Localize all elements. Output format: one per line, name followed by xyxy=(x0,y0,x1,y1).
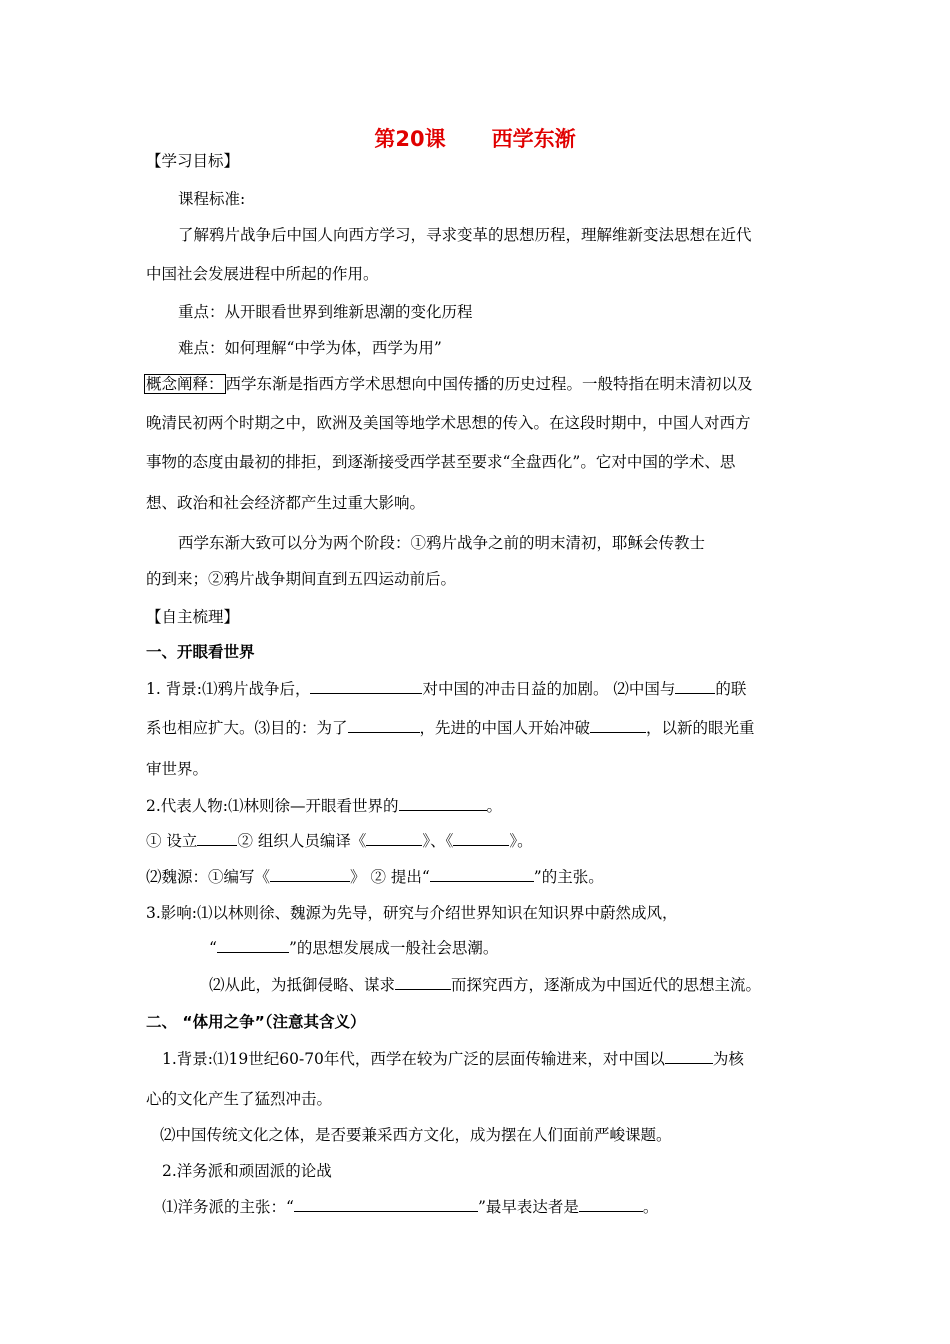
text-fragment: 而探究西方，逐渐成为中国近代的思想主流。 xyxy=(451,976,762,994)
concept-line-1 xyxy=(144,374,753,394)
fill-blank[interactable] xyxy=(395,975,451,990)
concept-line-4: 想、政治和社会经济都产生过重大影响。 xyxy=(146,494,426,512)
text-fragment: 。 xyxy=(486,797,503,815)
stages-line-2: 的到来；②鸦片战争期间直到五四运动前后。 xyxy=(146,570,457,588)
text-fragment: ① 设立 xyxy=(146,832,198,850)
concept-text-1: 西学东渐是指西方学术思想向中国传播的历史过程。一般特指在明末清初以及 xyxy=(225,375,753,393)
s2-westernization-claim xyxy=(162,1197,658,1217)
stages-line-1: 西学东渐大致可以分为两个阶段：①鸦片战争之前的明末清初，耶稣会传教士 xyxy=(178,534,706,552)
s1-background-line-2 xyxy=(146,718,755,738)
fill-blank[interactable] xyxy=(294,1197,478,1212)
standard-line-2: 中国社会发展进程中所起的作用。 xyxy=(146,265,379,283)
text-fragment: ，先进的中国人开始冲破 xyxy=(419,719,591,737)
text-fragment: 》。 xyxy=(509,832,533,850)
fill-blank[interactable] xyxy=(675,679,715,694)
text-fragment: ”的思想发展成一般社会思潮。 xyxy=(288,939,499,957)
fill-blank[interactable] xyxy=(453,831,509,846)
text-fragment: “ xyxy=(209,939,217,957)
text-fragment: 2.代表人物:⑴林则徐—开眼看世界的 xyxy=(146,797,399,815)
lesson-number: 第20课 xyxy=(374,127,446,151)
text-fragment: ”的主张。 xyxy=(533,868,604,886)
text-fragment: 》、《 xyxy=(422,832,454,850)
concept-line-2: 晚清民初两个时期之中，欧洲及美国等地学术思想的传入。在这段时期中，中国人对西方 xyxy=(146,414,751,432)
s1-influence-1: 3.影响:⑴以林则徐、魏源为先导，研究与介绍世界知识在知识界中蔚然成风， xyxy=(146,904,678,922)
fill-blank[interactable] xyxy=(430,867,534,882)
concept-label: 概念阐释： xyxy=(146,375,224,393)
s2-debate: 2.洋务派和顽固派的论战 xyxy=(162,1162,332,1180)
s1-influence-2 xyxy=(209,938,498,958)
text-fragment: 为核 xyxy=(712,1050,744,1068)
fill-blank[interactable] xyxy=(590,718,646,733)
lesson-name: 西学东渐 xyxy=(491,127,576,151)
text-fragment: 系也相应扩大。⑶目的：为了 xyxy=(146,719,348,737)
text-fragment: ”最早表达者是 xyxy=(477,1198,579,1216)
text-fragment: 对中国的冲击日益的加剧。 ⑵中国与 xyxy=(422,680,676,698)
fill-blank[interactable] xyxy=(348,718,420,733)
s1-influence-3 xyxy=(209,975,761,995)
standard-line-1: 了解鸦片战争后中国人向西方学习，寻求变革的思想历程，理解维新变法思想在近代 xyxy=(178,226,752,244)
key-point: 重点：从开眼看世界到维新思潮的变化历程 xyxy=(178,303,473,321)
text-fragment: 。 xyxy=(642,1198,659,1216)
text-fragment: 1.背景:⑴19世纪60-70年代，西学在较为广泛的层面传输进来，对中国以 xyxy=(162,1050,665,1068)
s1-lin-zexu xyxy=(146,831,533,851)
s2-background-line-3: ⑵中国传统文化之体，是否要兼采西方文化，成为摆在人们面前严峻课题。 xyxy=(160,1126,672,1144)
fill-blank[interactable] xyxy=(197,831,237,846)
difficulty: 难点：如何理解“中学为体，西学为用” xyxy=(178,339,442,357)
s1-representatives xyxy=(146,796,502,816)
objectives-heading: 【学习目标】 xyxy=(146,152,240,170)
text-fragment: 》 ② 提出“ xyxy=(350,868,430,886)
text-fragment: ⑴洋务派的主张：“ xyxy=(162,1198,294,1216)
s1-background-line-3: 审世界。 xyxy=(146,760,209,778)
standard-label: 课程标准: xyxy=(178,190,246,208)
section-1-heading: 一、开眼看世界 xyxy=(146,643,255,661)
fill-blank[interactable] xyxy=(665,1049,713,1064)
text-fragment: 的联 xyxy=(715,680,747,698)
self-study-heading: 【自主梳理】 xyxy=(146,608,240,626)
fill-blank[interactable] xyxy=(270,867,350,882)
fill-blank[interactable] xyxy=(217,938,289,953)
s1-wei-yuan xyxy=(146,867,604,887)
fill-blank[interactable] xyxy=(399,796,487,811)
text-fragment: ② 组织人员编译《 xyxy=(237,832,367,850)
s1-background-line-1 xyxy=(146,679,746,699)
text-fragment: 1. 背景:⑴鸦片战争后， xyxy=(146,680,311,698)
concept-line-3: 事物的态度由最初的排拒，到逐渐接受西学甚至要求“全盘西化”。它对中国的学术、思 xyxy=(146,453,736,471)
section-2-heading: 二、 “体用之争”（注意其含义） xyxy=(146,1013,366,1031)
s2-background-line-2: 心的文化产生了猛烈冲击。 xyxy=(146,1090,333,1108)
text-fragment: ⑵魏源：①编写《 xyxy=(146,868,271,886)
fill-blank[interactable] xyxy=(366,831,422,846)
text-fragment: ⑵从此，为抵御侵略、谋求 xyxy=(209,976,396,994)
fill-blank[interactable] xyxy=(579,1197,643,1212)
text-fragment: ，以新的眼光重 xyxy=(646,719,755,737)
lesson-title xyxy=(0,126,950,152)
fill-blank[interactable] xyxy=(310,679,422,694)
s2-background-line-1 xyxy=(162,1049,744,1069)
